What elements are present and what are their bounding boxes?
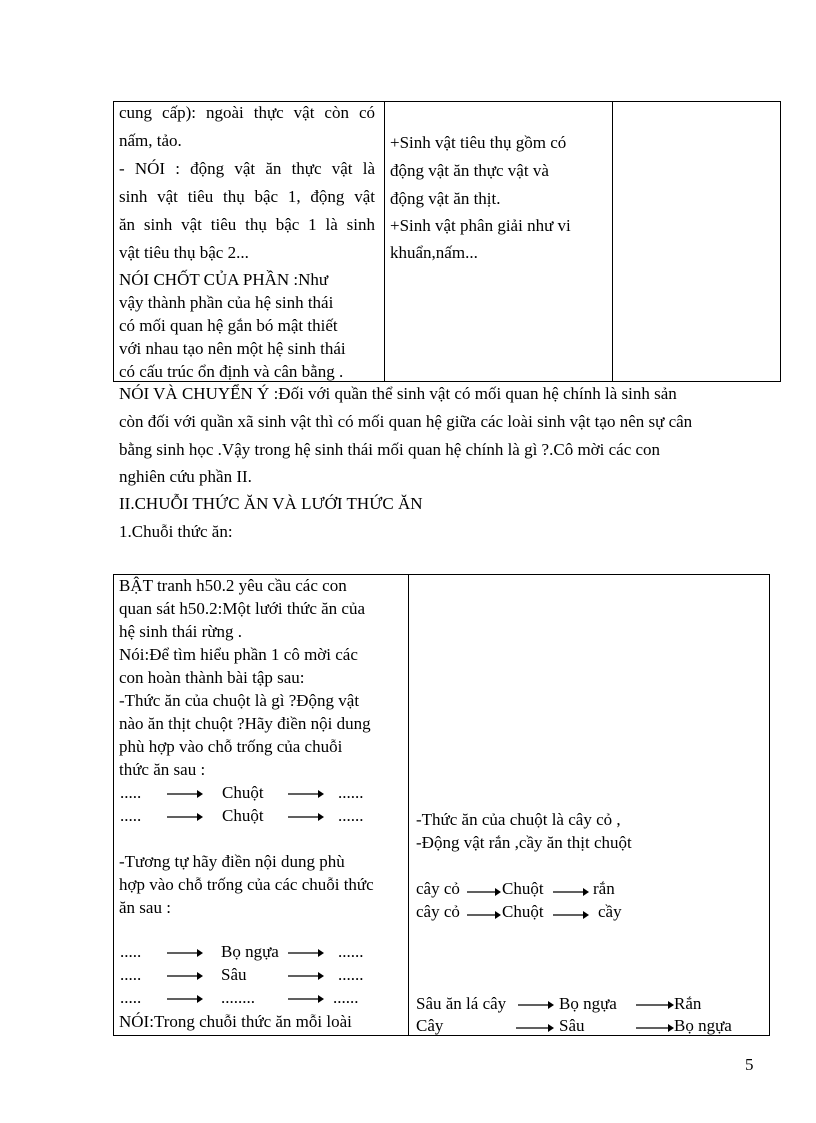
arrow-icon (518, 999, 554, 1011)
chain-node: Sâu (221, 965, 247, 984)
chain-blank: ..... (120, 942, 142, 961)
arrow-icon (636, 1022, 674, 1034)
chain-node: Chuột (222, 783, 264, 802)
answer-chain-node: Cây (416, 1016, 444, 1035)
answer-chain-node: Rắn (674, 994, 702, 1013)
t1-c1-line: NÓI CHỐT CỦA PHẦN :Như (119, 270, 329, 289)
t1-c1-line: cung cấp): ngoài thực vật còn có (119, 103, 375, 122)
answer-chain-node: Chuột (502, 879, 544, 898)
chain-blank: ..... (120, 783, 142, 802)
chain-blank: ..... (120, 965, 142, 984)
arrow-icon (553, 886, 589, 898)
answer-chain-node: cầy (598, 902, 622, 921)
t1-c1-line: có cấu trúc ổn định và cân bằng . (119, 362, 344, 381)
arrow-icon (516, 1022, 554, 1034)
arrow-icon (288, 970, 324, 982)
arrow-icon (288, 788, 324, 800)
chain-blank: ...... (338, 783, 364, 802)
arrow-icon (467, 886, 501, 898)
arrow-icon (288, 993, 324, 1005)
t2-c1-line: Nói:Để tìm hiểu phần 1 cô mời các (119, 645, 358, 664)
t2-c1-line: hệ sinh thái rừng . (119, 622, 243, 641)
t1-c1-line: nấm, tảo. (119, 131, 182, 150)
t2-c1-line: NÓI:Trong chuỗi thức ăn mỗi loài (119, 1012, 352, 1031)
t2-c1-line: nào ăn thịt chuột ?Hãy điền nội dung (119, 714, 371, 733)
table2-col1 (114, 575, 409, 1035)
t2-c1-line: phù hợp vào chỗ trống của chuỗi (119, 737, 343, 756)
answer-line: -Thức ăn của chuột là cây cỏ , (416, 810, 621, 829)
body-line: còn đối với quần xã sinh vật thì có mối quan hệ giữa các loài sinh vật tạo nên sự cân (119, 412, 693, 431)
section-heading: II.CHUỖI THỨC ĂN VÀ LƯỚI THỨC ĂN (119, 494, 423, 513)
arrow-icon (636, 999, 674, 1011)
chain-blank: ...... (333, 988, 359, 1007)
body-line: bằng sinh học .Vậy trong hệ sinh thái mối quan hệ chính là gì ?.Cô mời các con (119, 440, 661, 459)
chain-blank: ..... (120, 806, 142, 825)
arrow-icon (167, 811, 203, 823)
t2-c1-line: ăn sau : (119, 898, 171, 917)
t1-c1-line: sinh vật tiêu thụ bậc 1, động vật (119, 187, 375, 206)
chain-blank: ...... (338, 942, 364, 961)
t1-c1-line: ăn sinh vật tiêu thụ bậc 1 là sinh (119, 215, 375, 234)
answer-chain-node: Sâu ăn lá cây (416, 994, 507, 1013)
arrow-icon (167, 993, 203, 1005)
exercise-table (113, 574, 770, 1036)
arrow-icon (167, 788, 203, 800)
t1-c2-line: +Sinh vật phân giải như vi (390, 216, 571, 235)
body-line: NÓI VÀ CHUYỂN Ý :Đối với quần thể sinh vật có mối quan hệ chính là sinh sản (119, 384, 677, 403)
t1-c1-line: vật tiêu thụ bậc 2... (119, 243, 249, 262)
chain-node: Chuột (222, 806, 264, 825)
t2-c1-line: -Thức ăn của chuột là gì ?Động vật (119, 691, 360, 710)
answer-chain-node: cây cỏ (416, 879, 460, 898)
answer-chain-node: Bọ ngựa (559, 994, 617, 1013)
t1-c1-line: vậy thành phần của hệ sinh thái (119, 293, 334, 312)
answer-chain-node: Chuột (502, 902, 544, 921)
arrow-icon (553, 909, 589, 921)
answer-chain-node: Sâu (559, 1016, 585, 1035)
t1-c2-line: động vật ăn thực vật và (390, 161, 549, 180)
arrow-icon (167, 947, 203, 959)
chain-blank: ........ (221, 988, 255, 1007)
body-line: nghiên cứu phần II. (119, 467, 252, 486)
subsection-heading: 1.Chuỗi thức ăn: (119, 522, 233, 541)
t1-c2-line: động vật ăn thịt. (390, 189, 501, 208)
t1-c1-line: - NÓI : động vật ăn thực vật là (119, 159, 375, 178)
arrow-icon (288, 947, 324, 959)
t1-c2-line: khuẩn,nấm... (390, 243, 478, 262)
t2-c1-line: -Tương tự hãy điền nội dung phù (119, 852, 345, 871)
t1-c1-line: có mối quan hệ gắn bó mật thiết (119, 316, 338, 335)
answer-chain-node: rắn (593, 879, 615, 898)
arrow-icon (288, 811, 324, 823)
chain-node: Bọ ngựa (221, 942, 279, 961)
t2-c1-line: BẬT tranh h50.2 yêu cầu các con (119, 576, 347, 595)
t2-c1-line: con hoàn thành bài tập sau: (119, 668, 305, 687)
answer-line: -Động vật rắn ,cầy ăn thịt chuột (416, 833, 632, 852)
page-number: 5 (745, 1055, 754, 1074)
t1-c2-line: +Sinh vật tiêu thụ gồm có (390, 133, 567, 152)
chain-blank: ...... (338, 965, 364, 984)
t2-c1-line: quan sát h50.2:Một lưới thức ăn của (119, 599, 366, 618)
answer-chain-node: cây cỏ (416, 902, 460, 921)
t2-c1-line: thức ăn sau : (119, 760, 206, 779)
chain-blank: ...... (338, 806, 364, 825)
chain-blank: ..... (120, 988, 142, 1007)
arrow-icon (167, 970, 203, 982)
arrow-icon (467, 909, 501, 921)
t2-c1-line: hợp vào chỗ trống của các chuỗi thức (119, 875, 374, 894)
t1-c1-line: với nhau tạo nên một hệ sinh thái (119, 339, 346, 358)
answer-chain-node: Bọ ngựa (674, 1016, 732, 1035)
